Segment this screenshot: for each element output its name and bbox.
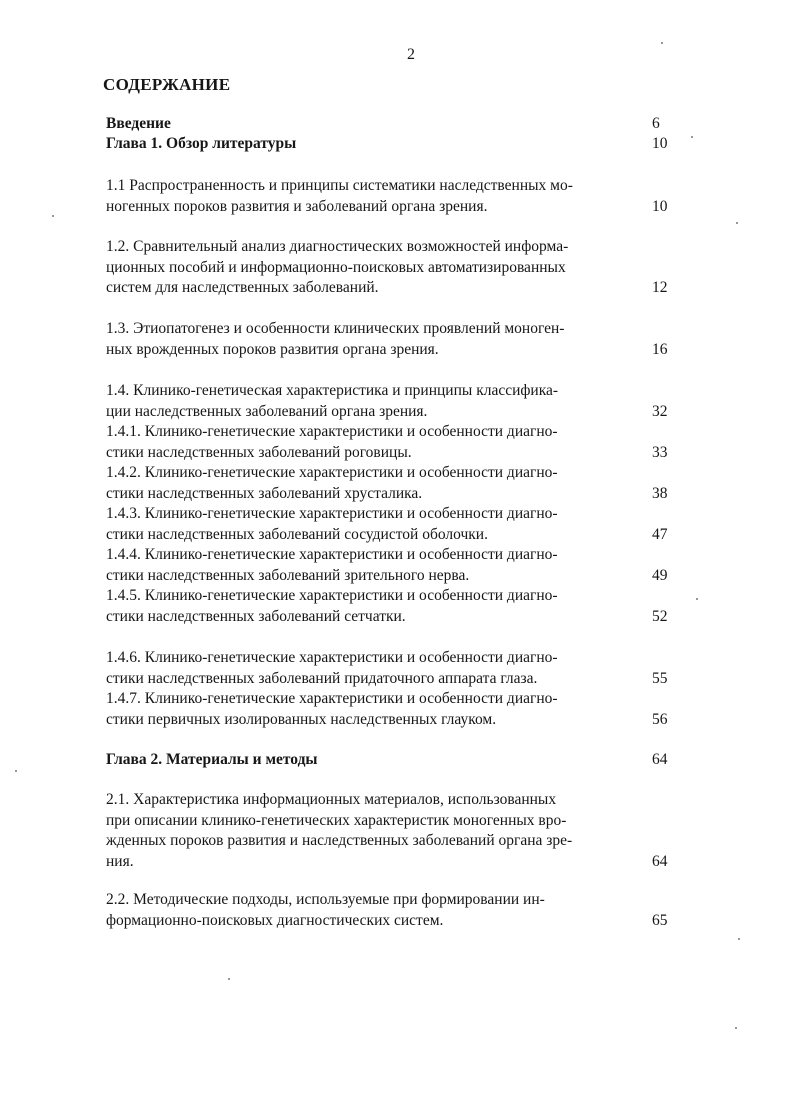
toc-entry-line: стики наследственных заболеваний сетчатки. [106, 607, 406, 625]
toc-title: СОДЕРЖАНИЕ [103, 75, 231, 94]
toc-entry [106, 586, 620, 627]
toc-entry-line: стики наследственных заболеваний придаточного аппарата глаза. [106, 669, 538, 687]
scan-speck [228, 978, 230, 980]
toc-page-number: 64 [652, 852, 668, 870]
toc-entry-line: 2.1. Характеристика информационных материалов, использованных [106, 791, 557, 808]
toc-entry [106, 114, 620, 135]
toc-entry-line: 1.4.6. Клинико-генетические характеристики и особенности диагно- [106, 649, 558, 666]
toc-entry-line: ционных пособий и информационно-поисковых автоматизированных [106, 258, 566, 276]
toc-page-number: 38 [652, 484, 668, 502]
toc-page-number: 49 [652, 566, 668, 584]
toc-entry-line: 1.1 Распространенность и принципы систематики наследственных мо- [106, 177, 573, 194]
scan-speck [661, 42, 663, 44]
toc-entry [106, 381, 620, 422]
toc-page-number: 56 [652, 710, 668, 728]
toc-entry-line: 1.4.4. Клинико-генетические характеристики и особенности диагно- [106, 546, 558, 563]
toc-entry-line: 1.4.5. Клинико-генетические характеристики и особенности диагно- [106, 587, 558, 604]
toc-entry-line: 1.4.2. Клинико-генетические характеристики и особенности диагно- [106, 464, 558, 481]
toc-entry-line: Введение [106, 115, 171, 132]
toc-entry-line: 1.4.3. Клинико-генетические характеристики и особенности диагно- [106, 505, 558, 522]
toc-page-number: 64 [652, 751, 668, 768]
toc-entry-line: стики первичных изолированных наследственных глауком. [106, 710, 497, 728]
toc-entry-line: стики наследственных заболеваний хрусталика. [106, 484, 423, 502]
scan-speck [691, 136, 693, 138]
toc-entry [106, 504, 620, 545]
page-number: 2 [407, 46, 415, 63]
toc-entry [106, 176, 620, 217]
toc-entry [106, 545, 620, 586]
toc-page-number: 47 [652, 525, 668, 543]
toc-page-number: 55 [652, 669, 668, 687]
toc-entry-line: 1.2. Сравнительный анализ диагностических возможностей информа- [106, 238, 569, 255]
toc-entry-line: 1.3. Этиопатогенез и особенности клинических проявлений моноген- [106, 320, 565, 337]
toc-entry [106, 890, 620, 931]
toc-entry-line: 1.4. Клинико-генетическая характеристика и принципы классифика- [106, 382, 559, 399]
toc-entry [106, 319, 620, 360]
toc-entry-line: при описании клинико-генетических характеристик моногенных вро- [106, 811, 567, 829]
toc-entry [106, 463, 620, 504]
toc-entry [106, 237, 620, 299]
toc-page-number: 10 [652, 135, 668, 152]
toc-entry-line: Глава 2. Материалы и методы [106, 751, 318, 768]
scan-speck [52, 215, 54, 217]
toc-entry [106, 750, 620, 771]
toc-page-number: 65 [652, 911, 668, 929]
toc-entry [106, 134, 620, 155]
toc-entry-line: жденных пороков развития и наследственных заболеваний органа зре- [106, 832, 573, 849]
toc-entry-line: ногенных пороков развития и заболеваний органа зрения. [106, 197, 488, 215]
toc-entry-line: стики наследственных заболеваний зрительного нерва. [106, 566, 470, 584]
toc-entry [106, 689, 620, 730]
toc-entry-line: 2.2. Методические подходы, используемые при формировании ин- [106, 891, 545, 908]
scan-speck [736, 222, 738, 224]
toc-entry [106, 648, 620, 689]
toc-entry-line: стики наследственных заболеваний сосудистой оболочки. [106, 525, 488, 543]
toc-entry [106, 422, 620, 463]
toc-entry-line: Глава 1. Обзор литературы [106, 135, 297, 152]
toc-entry-line: формационно-поисковых диагностических систем. [106, 911, 444, 929]
toc-page-number: 33 [652, 443, 668, 461]
toc-page-number: 32 [652, 402, 668, 420]
toc-entry-line: ных врожденных пороков развития органа зрения. [106, 340, 439, 358]
toc-entry-line: стики наследственных заболеваний роговицы. [106, 443, 412, 461]
toc-entry [106, 790, 620, 872]
toc-page-number: 12 [652, 279, 668, 296]
toc-page-number: 10 [652, 197, 668, 215]
toc-entry-line: 1.4.7. Клинико-генетические характеристики и особенности диагно- [106, 690, 558, 707]
scan-speck [738, 938, 740, 940]
toc-entry-line: 1.4.1. Клинико-генетические характеристики и особенности диагно- [106, 423, 558, 440]
toc-page-number: 52 [652, 607, 668, 625]
toc-entry-line: ния. [106, 852, 134, 870]
scan-speck [735, 1027, 737, 1029]
scan-speck [696, 598, 698, 600]
toc-entry-line: ции наследственных заболеваний органа зрения. [106, 402, 428, 420]
toc-page-number: 16 [652, 340, 668, 358]
toc-page-number: 6 [652, 115, 660, 132]
toc-entry-line: систем для наследственных заболеваний. [106, 279, 379, 296]
scan-speck [15, 770, 17, 772]
